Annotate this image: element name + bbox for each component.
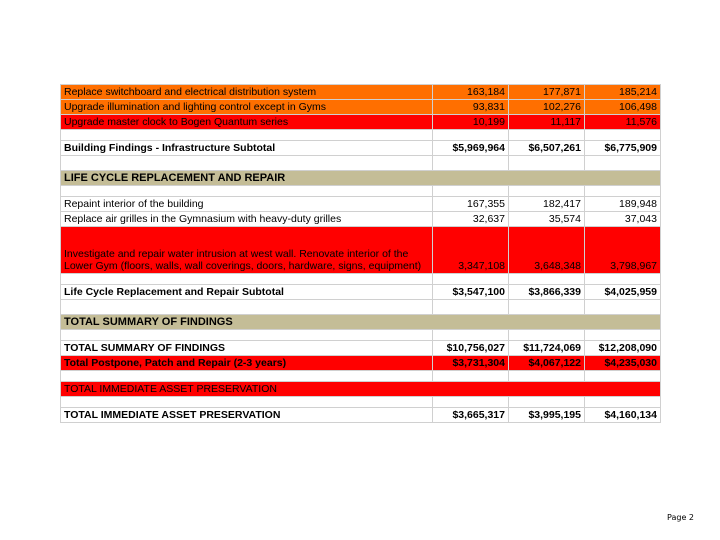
row-label: Repaint interior of the building	[61, 197, 433, 212]
spacer-row	[61, 186, 661, 197]
row-value: 102,276	[509, 100, 585, 115]
row-value: 11,117	[509, 115, 585, 130]
subtotal-value: $3,866,339	[509, 285, 585, 300]
spacer-row	[61, 274, 661, 285]
table-row	[61, 115, 661, 130]
subtotal-label: Life Cycle Replacement and Repair Subtotal	[61, 285, 433, 300]
total-value: $3,665,317	[433, 408, 509, 423]
total-value: $10,756,027	[433, 341, 509, 356]
row-label: Upgrade illumination and lighting control except in Gyms	[61, 100, 433, 115]
spacer-row	[61, 371, 661, 382]
total-label: TOTAL IMMEDIATE ASSET PRESERVATION	[61, 408, 433, 423]
row-label: Replace switchboard and electrical distribution system	[61, 85, 433, 100]
total-value: $4,160,134	[585, 408, 661, 423]
table-row	[61, 85, 661, 100]
section-title: LIFE CYCLE REPLACEMENT AND REPAIR	[61, 171, 661, 186]
row-value: 167,355	[433, 197, 509, 212]
row-value: 182,417	[509, 197, 585, 212]
row-value: 35,574	[509, 212, 585, 227]
total-value: $3,731,304	[433, 356, 509, 371]
total-value: $4,235,030	[585, 356, 661, 371]
row-value: 11,576	[585, 115, 661, 130]
total-label: Total Postpone, Patch and Repair (2-3 years)	[61, 356, 433, 371]
row-value: 32,637	[433, 212, 509, 227]
findings-table	[60, 84, 661, 423]
spacer-row	[61, 130, 661, 141]
row-value: 189,948	[585, 197, 661, 212]
row-value: 10,199	[433, 115, 509, 130]
spacer-row	[61, 300, 661, 315]
section-header	[61, 382, 661, 397]
subtotal-value: $5,969,964	[433, 141, 509, 156]
page-number: Page 2	[667, 513, 694, 522]
total-row	[61, 356, 661, 371]
total-label: TOTAL SUMMARY OF FINDINGS	[61, 341, 433, 356]
row-label: Upgrade master clock to Bogen Quantum series	[61, 115, 433, 130]
section-title: TOTAL SUMMARY OF FINDINGS	[61, 315, 661, 330]
table-row	[61, 197, 661, 212]
row-value: 106,498	[585, 100, 661, 115]
section-header	[61, 171, 661, 186]
subtotal-value: $3,547,100	[433, 285, 509, 300]
table-row	[61, 227, 661, 274]
row-label: Investigate and repair water intrusion at west wall. Renovate interior of the Lower Gym (floors, walls, wall coverings, doors, hardware, signs, equipment)	[61, 227, 433, 274]
section-header	[61, 315, 661, 330]
table-row	[61, 212, 661, 227]
subtotal-value: $4,025,959	[585, 285, 661, 300]
subtotal-row	[61, 141, 661, 156]
row-value: 3,347,108	[433, 227, 509, 274]
total-value: $11,724,069	[509, 341, 585, 356]
total-value: $12,208,090	[585, 341, 661, 356]
row-label: Replace air grilles in the Gymnasium with heavy-duty grilles	[61, 212, 433, 227]
total-row	[61, 408, 661, 423]
row-value: 37,043	[585, 212, 661, 227]
spacer-row	[61, 156, 661, 171]
total-row	[61, 341, 661, 356]
table-row	[61, 100, 661, 115]
spacer-row	[61, 330, 661, 341]
subtotal-value: $6,507,261	[509, 141, 585, 156]
row-value: 93,831	[433, 100, 509, 115]
subtotal-label: Building Findings - Infrastructure Subtotal	[61, 141, 433, 156]
subtotal-row	[61, 285, 661, 300]
row-value: 185,214	[585, 85, 661, 100]
total-value: $3,995,195	[509, 408, 585, 423]
row-value: 163,184	[433, 85, 509, 100]
row-value: 177,871	[509, 85, 585, 100]
row-value: 3,798,967	[585, 227, 661, 274]
section-title: TOTAL IMMEDIATE ASSET PRESERVATION	[61, 382, 661, 397]
row-value: 3,648,348	[509, 227, 585, 274]
total-value: $4,067,122	[509, 356, 585, 371]
subtotal-value: $6,775,909	[585, 141, 661, 156]
spacer-row	[61, 397, 661, 408]
